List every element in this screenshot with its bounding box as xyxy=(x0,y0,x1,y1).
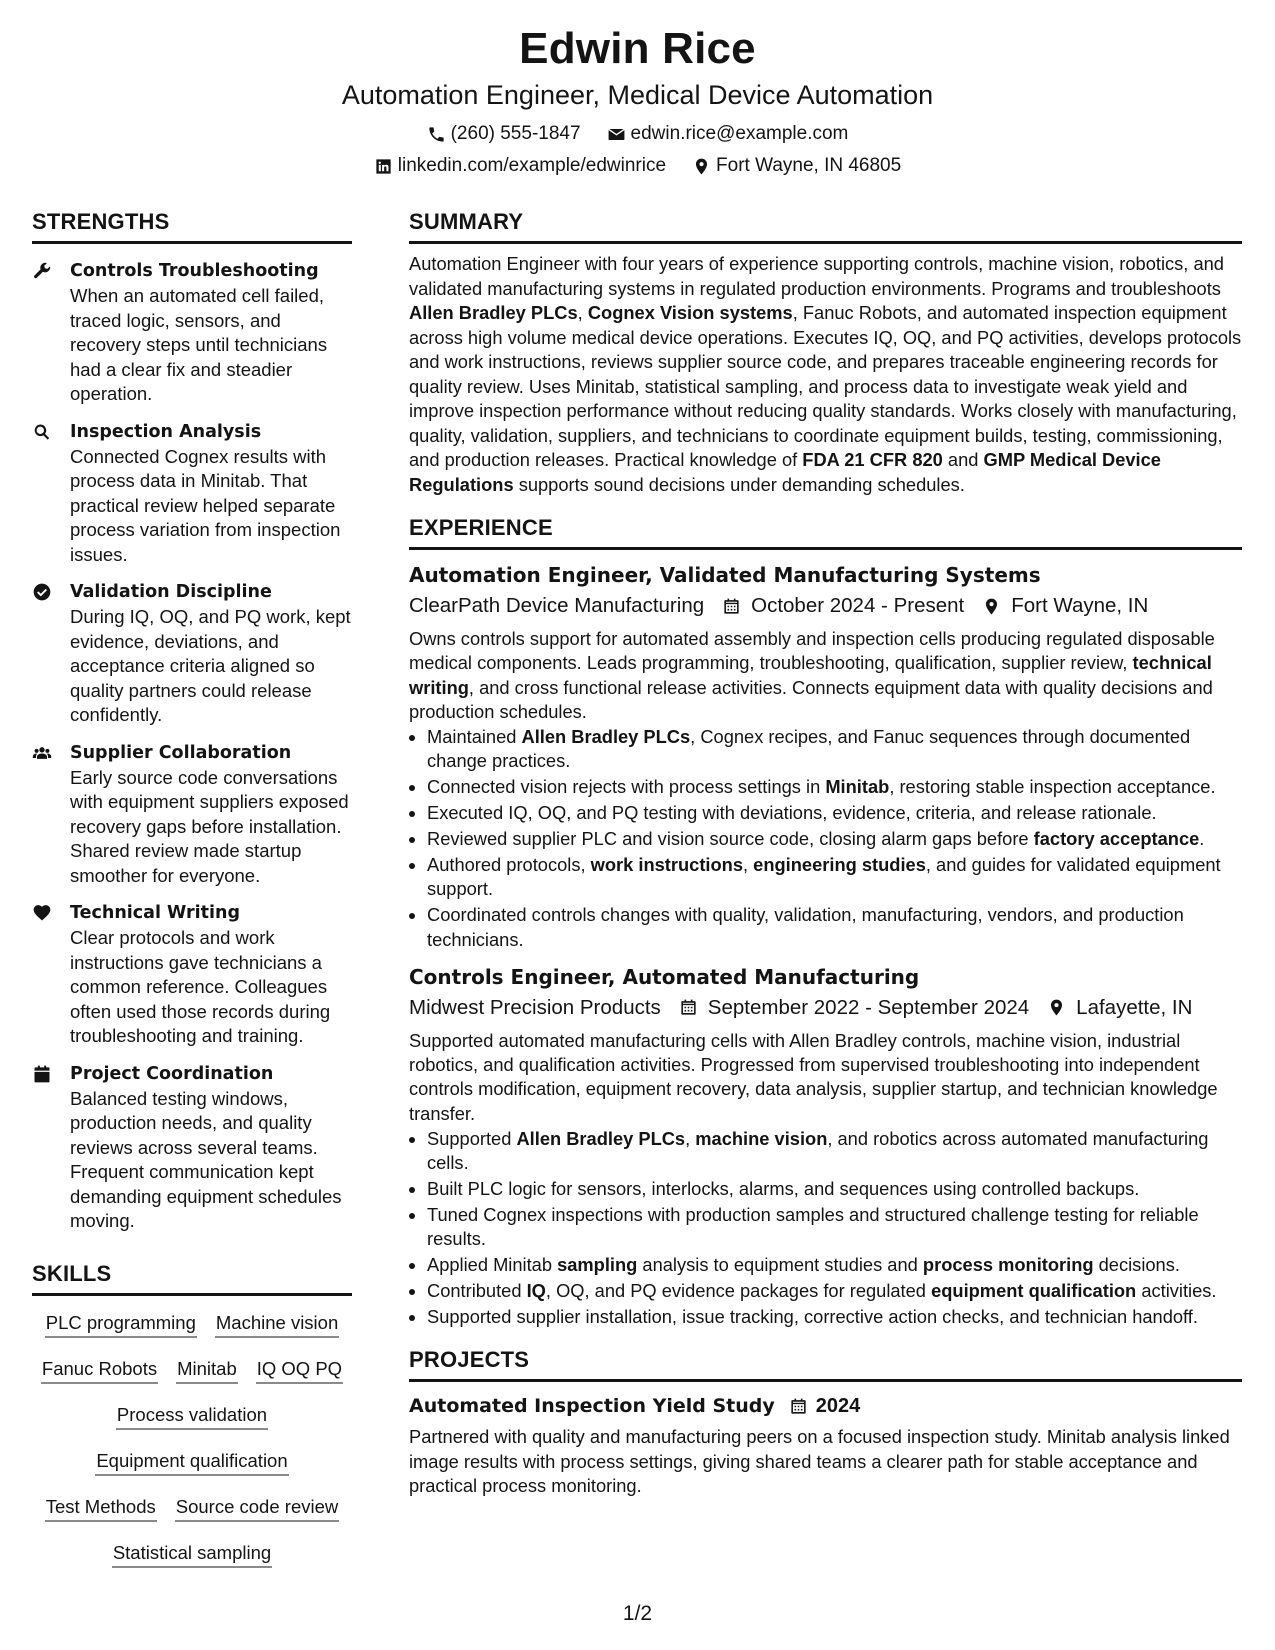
strengths-heading: STRENGTHS xyxy=(32,208,352,244)
strength-body xyxy=(70,258,352,407)
calendar-icon xyxy=(789,1397,808,1416)
check-circle-icon xyxy=(32,582,52,602)
job-description xyxy=(409,627,1242,724)
job-meta xyxy=(409,590,1242,622)
job-entry xyxy=(409,560,1242,952)
skills-row xyxy=(32,1358,352,1384)
skill-tag: Machine vision xyxy=(215,1312,339,1338)
strength-item xyxy=(32,740,352,889)
bold-phrase: Allen Bradley PLCs xyxy=(409,302,578,323)
right-column xyxy=(409,208,1242,1498)
text-run: , xyxy=(685,1128,696,1150)
text-run: , and robotics across automated manufacturing cells. xyxy=(427,1128,1209,1174)
text-run: Coordinated controls changes with quality, validation, manufacturing, vendors, and production technicians. xyxy=(427,904,1184,950)
strength-title: Project Coordination xyxy=(70,1063,274,1084)
projects-list xyxy=(409,1392,1242,1498)
job-bullet xyxy=(427,1203,1242,1252)
map-pin-icon xyxy=(1047,998,1066,1017)
bold-phrase: Cognex Vision systems xyxy=(587,302,793,323)
text-run: , Fanuc Robots, and automated inspection equipment across high volume medical device operations. Executes IQ, OQ, and PQ activities, develops protocols and work instructions, reviews supplier source code, and prepares traceable engineering records for quality review. Uses Minitab, statistical sampling, and process data to investigate weak yield and improve inspection performance without reducing quality standards. Works closely with manufacturing, quality, validation, suppliers, and technicians to coordinate equipment builds, testing, commissioning, and production releases. Practical knowledge of xyxy=(409,302,1242,470)
job-bullets xyxy=(409,1127,1242,1329)
skills-row xyxy=(32,1450,352,1476)
search-icon xyxy=(32,422,52,442)
skill-tag: Equipment qualification xyxy=(95,1450,288,1476)
job-location: Lafayette, IN xyxy=(1076,995,1193,1019)
email-contact[interactable] xyxy=(607,118,849,150)
project-entry xyxy=(409,1392,1242,1498)
strength-body xyxy=(70,900,352,1049)
skill-tag: IQ OQ PQ xyxy=(256,1358,343,1384)
skills-heading: SKILLS xyxy=(32,1260,352,1296)
bold-phrase: Allen Bradley PLCs xyxy=(521,726,691,748)
strength-desc: Balanced testing windows, production needs, and quality reviews across several teams. Frequent communication kept demanding equipment schedules moving. xyxy=(70,1087,342,1231)
map-pin-icon xyxy=(982,597,1001,616)
strength-body xyxy=(70,740,352,889)
jobs-list xyxy=(409,560,1242,1329)
location-text: Fort Wayne, IN 46805 xyxy=(716,155,902,176)
bold-phrase: Allen Bradley PLCs xyxy=(516,1128,686,1150)
candidate-name: Edwin Rice xyxy=(519,24,756,73)
experience-heading: EXPERIENCE xyxy=(409,514,1242,550)
job-bullet xyxy=(427,1279,1242,1303)
job-bullet xyxy=(427,725,1242,774)
text-run: Tuned Cognex inspections with production samples and structured challenge testing for reliable results. xyxy=(427,1204,1199,1250)
page-number: 1/2 xyxy=(622,1602,653,1625)
map-pin-icon xyxy=(692,157,711,176)
envelope-icon xyxy=(607,125,626,144)
strength-item xyxy=(32,258,352,407)
strength-body xyxy=(70,1061,352,1234)
skill-tag: Fanuc Robots xyxy=(41,1358,158,1384)
candidate-headline: Automation Engineer, Medical Device Automation xyxy=(341,80,934,110)
text-run: decisions. xyxy=(1093,1254,1180,1276)
strength-desc: When an automated cell failed, traced logic, sensors, and recovery steps until technicians had a clear fix and steadier operation. xyxy=(70,285,328,404)
job-bullet xyxy=(427,1177,1242,1201)
text-run: Built PLC logic for sensors, interlocks, alarms, and sequences using controlled backups. xyxy=(427,1178,1140,1200)
text-run: Maintained xyxy=(427,726,522,748)
text-run: Owns controls support for automated assembly and inspection cells producing regulated disposable medical components. Leads programming, troubleshooting, qualification, supplier review, xyxy=(409,628,1215,674)
bold-phrase: engineering studies xyxy=(753,854,926,876)
text-run: , restoring stable inspection acceptance. xyxy=(889,776,1216,798)
linkedin-url[interactable]: linkedin.com/example/edwinrice xyxy=(397,155,667,176)
phone-icon xyxy=(427,125,446,144)
skills-row xyxy=(32,1542,352,1568)
job-bullet xyxy=(427,903,1242,952)
job-meta xyxy=(409,992,1242,1024)
text-run: Contributed xyxy=(427,1280,527,1302)
strength-icon-wrap xyxy=(32,419,54,568)
skill-tag: Source code review xyxy=(175,1496,339,1522)
bold-phrase: Minitab xyxy=(825,776,890,798)
strengths-list xyxy=(32,258,352,1234)
job-bullets xyxy=(409,725,1242,952)
skill-tag: Process validation xyxy=(116,1404,268,1430)
strength-desc: Early source code conversations with equipment suppliers exposed recovery gaps before installation. Shared review made startup smoother for everyone. xyxy=(70,766,349,886)
text-run: , xyxy=(743,854,754,876)
skills-list xyxy=(32,1296,352,1568)
job-title: Controls Engineer, Automated Manufacturing xyxy=(409,964,920,989)
job-dates: September 2022 - September 2024 xyxy=(707,995,1030,1019)
bold-phrase: sampling xyxy=(557,1254,638,1276)
phone-contact xyxy=(427,118,581,150)
job-title: Automation Engineer, Validated Manufacturing Systems xyxy=(409,563,1041,587)
bold-phrase: FDA 21 CFR 820 xyxy=(802,449,943,470)
summary-heading: SUMMARY xyxy=(409,208,1242,244)
calendar-icon xyxy=(722,597,741,616)
strength-item xyxy=(32,900,352,1049)
project-date-icon-wrap xyxy=(789,1397,808,1416)
text-run: , xyxy=(577,302,588,323)
bold-phrase: GMP Medical Device Regulations xyxy=(409,449,1161,495)
text-run: Automation Engineer with four years of experience supporting controls, machine vision, robotics, and validated manufacturing systems in regulated production environments. Programs and troubleshoots xyxy=(409,253,1224,299)
skills-row xyxy=(32,1404,352,1430)
heart-icon xyxy=(32,903,52,923)
bold-phrase: process monitoring xyxy=(922,1254,1094,1276)
job-location-icon-wrap xyxy=(1047,998,1066,1017)
strength-title: Inspection Analysis xyxy=(70,421,262,442)
wrench-icon xyxy=(32,261,52,281)
summary-text xyxy=(409,252,1242,497)
strength-icon-wrap xyxy=(32,740,54,889)
skill-tag: PLC programming xyxy=(45,1312,197,1338)
contact-line-2 xyxy=(0,150,1275,182)
text-run: Reviewed supplier PLC and vision source code, closing alarm gaps before xyxy=(427,828,1034,850)
strength-desc: Clear protocols and work instructions gave technicians a common reference. Colleagues often used those records during troubleshooting and training. xyxy=(70,927,331,1046)
text-run: , Cognex recipes, and Fanuc sequences through documented change practices. xyxy=(427,726,1191,772)
strength-body xyxy=(70,419,352,568)
project-header xyxy=(409,1392,1242,1420)
text-run: , and cross functional release activities. Connects equipment data with quality decisions and production schedules. xyxy=(409,676,1213,722)
text-run: Supported supplier installation, issue tracking, corrective action checks, and technician handoff. xyxy=(427,1306,1198,1328)
job-dates: October 2024 - Present xyxy=(751,594,965,617)
job-location: Fort Wayne, IN xyxy=(1011,594,1149,617)
skills-row xyxy=(32,1496,352,1522)
project-description: Partnered with quality and manufacturing peers on a focused inspection study. Minitab analysis linked image results with process settings, giving shared teams a clearer path for stable acceptance and practical process monitoring. xyxy=(409,1426,1230,1496)
text-run: Applied Minitab xyxy=(427,1254,558,1276)
job-bullet xyxy=(427,827,1242,851)
strength-desc: During IQ, OQ, and PQ work, kept evidence, deviations, and acceptance criteria aligned so quality partners could release confidently. xyxy=(70,606,351,725)
strength-icon-wrap xyxy=(32,900,54,1049)
job-company: ClearPath Device Manufacturing xyxy=(409,594,705,617)
location-contact xyxy=(692,150,901,182)
strength-icon-wrap xyxy=(32,1061,54,1234)
text-run: Connected vision rejects with process settings in xyxy=(427,776,826,798)
text-run: Authored protocols, xyxy=(427,854,591,876)
linkedin-contact[interactable] xyxy=(374,150,666,182)
resume-header xyxy=(0,20,1275,182)
strength-title: Controls Troubleshooting xyxy=(70,261,319,281)
job-bullet xyxy=(427,775,1242,799)
job-description xyxy=(409,1029,1242,1126)
bold-phrase: factory acceptance xyxy=(1033,828,1200,850)
project-year: 2024 xyxy=(815,1394,861,1417)
bold-phrase: machine vision xyxy=(695,1128,828,1150)
strength-item xyxy=(32,579,352,728)
left-column xyxy=(32,208,352,1568)
text-run: analysis to equipment studies and xyxy=(637,1254,923,1276)
skills-row xyxy=(32,1312,352,1338)
project-title: Automated Inspection Yield Study xyxy=(409,1395,775,1418)
bold-phrase: equipment qualification xyxy=(931,1280,1137,1302)
skill-tag: Minitab xyxy=(176,1358,238,1384)
calendar-icon xyxy=(32,1064,52,1084)
users-icon xyxy=(32,743,52,763)
text-run: , and guides for validated equipment support. xyxy=(427,854,1221,900)
bold-phrase: work instructions xyxy=(590,854,743,876)
strength-title: Validation Discipline xyxy=(70,582,272,602)
skill-tag: Statistical sampling xyxy=(112,1542,272,1568)
job-dates-icon-wrap xyxy=(679,998,698,1017)
job-bullet xyxy=(427,1127,1242,1176)
calendar-icon xyxy=(679,998,698,1017)
strength-icon-wrap xyxy=(32,579,54,728)
job-bullet xyxy=(427,1305,1242,1329)
strength-item xyxy=(32,419,352,568)
skill-tag: Test Methods xyxy=(45,1496,157,1522)
text-run: Supported automated manufacturing cells with Allen Bradley controls, machine vision, industrial robotics, and qualification activities. Progressed from supervised troubleshooting into independent controls modification, equipment recovery, data analysis, supplier startup, and technician knowledge transfer. xyxy=(409,1029,1218,1124)
text-run: Supported xyxy=(427,1128,517,1150)
contact-line-1 xyxy=(0,118,1275,150)
strength-body xyxy=(70,579,352,728)
text-run: and xyxy=(942,449,984,470)
text-run: Executed IQ, OQ, and PQ testing with deviations, evidence, criteria, and release rationale. xyxy=(427,802,1157,824)
job-entry xyxy=(409,962,1242,1330)
strength-item xyxy=(32,1061,352,1234)
job-bullet xyxy=(427,1253,1242,1277)
job-company: Midwest Precision Products xyxy=(409,995,661,1019)
strength-title: Supplier Collaboration xyxy=(70,742,292,763)
job-dates-icon-wrap xyxy=(722,597,741,616)
email-address[interactable]: edwin.rice@example.com xyxy=(630,123,849,144)
projects-heading: PROJECTS xyxy=(409,1346,1242,1382)
bold-phrase: IQ xyxy=(526,1280,546,1302)
linkedin-icon xyxy=(374,157,393,176)
text-run: . xyxy=(1199,828,1205,850)
job-bullet xyxy=(427,853,1242,902)
strength-icon-wrap xyxy=(32,258,54,407)
text-run: supports sound decisions under demanding schedules. xyxy=(513,473,965,495)
bold-phrase: technical writing xyxy=(409,652,1212,698)
job-location-icon-wrap xyxy=(982,597,1001,616)
phone-number: (260) 555-1847 xyxy=(450,123,581,144)
text-run: , OQ, and PQ evidence packages for regulated xyxy=(545,1280,932,1302)
job-bullet xyxy=(427,801,1242,825)
strength-title: Technical Writing xyxy=(70,903,241,923)
text-run: activities. xyxy=(1136,1280,1217,1302)
strength-desc: Connected Cognex results with process data in Minitab. That practical review helped separate process variation from inspection issues. xyxy=(70,445,341,565)
